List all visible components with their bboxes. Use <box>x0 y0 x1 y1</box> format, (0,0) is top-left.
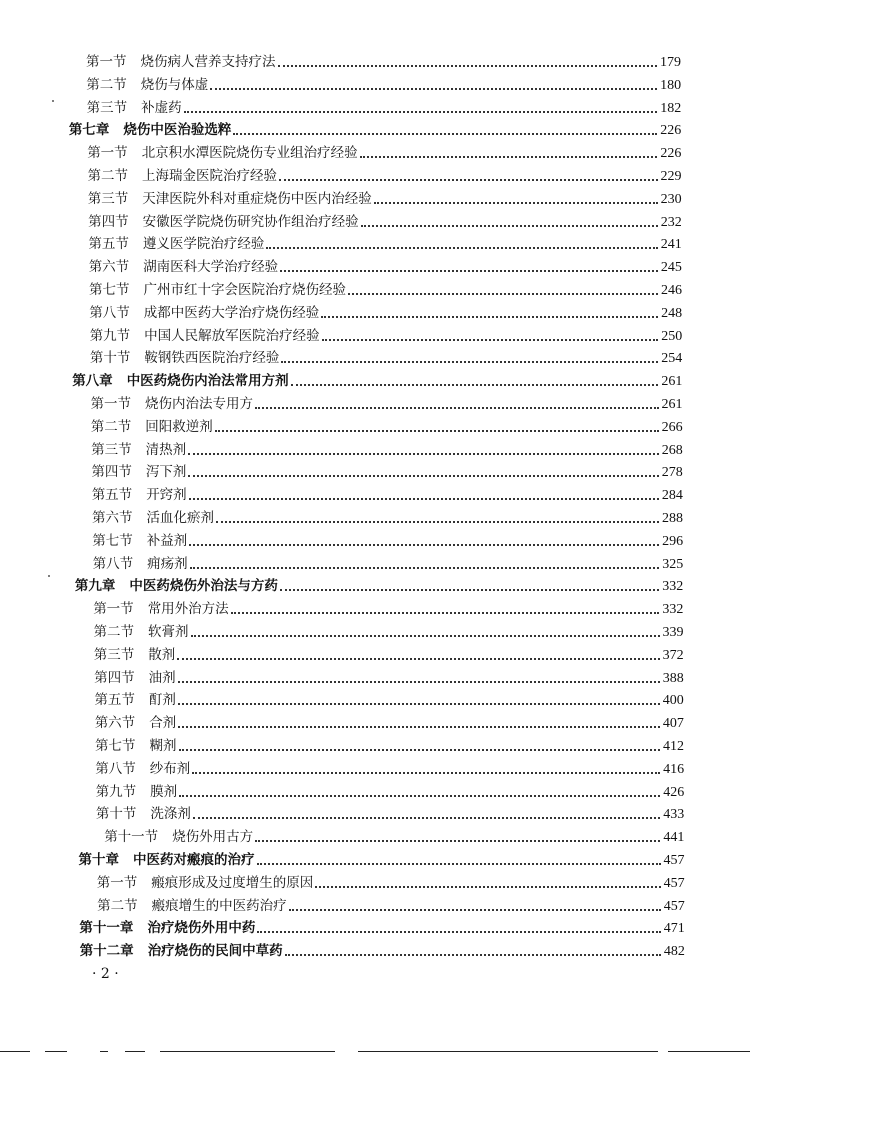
toc-section-entry <box>97 896 685 916</box>
dot-leader <box>215 430 659 432</box>
entry-number: 第五节 <box>91 487 133 504</box>
toc-section-entry <box>95 736 684 756</box>
entry-title: 补虚药 <box>141 99 182 116</box>
toc-section-entry <box>88 212 682 232</box>
dot-leader <box>193 817 660 819</box>
entry-number: 第八节 <box>89 304 130 321</box>
dot-leader <box>360 156 658 158</box>
entry-page: 254 <box>661 351 683 367</box>
toc-section-entry <box>86 75 681 95</box>
dot-leader <box>177 658 659 660</box>
entry-title: 开窍剂 <box>146 487 187 504</box>
entry-number: 第十节 <box>89 350 131 367</box>
toc-chapter-entry <box>72 371 682 391</box>
entry-title: 遵义医学院治疗经验 <box>142 236 265 253</box>
dot-leader <box>257 931 660 933</box>
toc-section-entry <box>91 394 683 414</box>
entry-number: 第一节 <box>87 145 128 162</box>
dot-leader <box>192 772 660 774</box>
dot-leader <box>257 863 661 865</box>
entry-page: 246 <box>661 283 682 298</box>
entry-page: 229 <box>660 169 682 184</box>
entry-number: 第四节 <box>94 669 135 686</box>
entry-title: 回阳救逆剂 <box>145 418 213 435</box>
toc-section-entry <box>94 622 684 642</box>
entry-number: 第四节 <box>91 464 132 481</box>
toc-chapter-entry <box>69 120 681 140</box>
entry-page: 426 <box>663 784 685 800</box>
dot-leader <box>374 202 658 204</box>
entry-number: 第六节 <box>88 259 130 276</box>
dot-leader <box>285 954 661 956</box>
entry-page: 261 <box>661 397 683 412</box>
entry-number: 第三节 <box>87 190 129 207</box>
entry-number: 第八节 <box>92 555 134 572</box>
entry-number: 第七节 <box>89 282 130 298</box>
entry-number: 第一节 <box>96 874 138 891</box>
entry-title: 烧伤与体虚 <box>140 76 209 93</box>
entry-number: 第九节 <box>95 783 137 800</box>
entry-number: 第十节 <box>95 806 137 823</box>
dot-leader <box>280 589 659 591</box>
toc-section-entry <box>92 531 683 551</box>
toc-section-entry <box>88 189 682 209</box>
toc-section-entry <box>89 280 682 300</box>
entry-title: 烧伤病人营养支持疗法 <box>140 54 276 70</box>
entry-page: 457 <box>663 898 685 914</box>
toc-section-entry <box>95 759 684 779</box>
entry-title: 软膏剂 <box>148 624 189 640</box>
entry-page: 232 <box>660 214 682 230</box>
entry-page: 230 <box>660 191 682 207</box>
dot-leader <box>266 247 657 249</box>
entry-title: 合剂 <box>149 715 177 732</box>
entry-page: 332 <box>662 602 684 618</box>
scan-edge-line <box>668 1051 750 1052</box>
entry-title: 常用外治方法 <box>147 601 229 618</box>
entry-title: 散剂 <box>148 646 176 663</box>
entry-title: 治疗烧伤外用中药 <box>147 920 256 937</box>
entry-number: 第五节 <box>94 692 135 709</box>
entry-title: 治疗烧伤的民间中草药 <box>147 943 283 960</box>
entry-title: 安徽医学院烧伤研究协作组治疗经验 <box>142 213 359 230</box>
toc-section-entry <box>91 440 683 460</box>
dot-leader <box>233 133 657 135</box>
dot-leader <box>190 567 660 569</box>
entry-page: 266 <box>661 419 683 435</box>
toc-section-entry <box>93 599 683 619</box>
toc-section-entry <box>91 462 682 482</box>
entry-title: 活血化瘀剂 <box>146 510 214 526</box>
entry-page: 261 <box>661 374 683 390</box>
dot-leader <box>191 635 660 637</box>
toc-section-entry <box>87 143 681 163</box>
toc-chapter-entry <box>79 918 684 938</box>
entry-title: 烧伤内治法专用方 <box>145 396 253 412</box>
entry-title: 湖南医科大学治疗经验 <box>143 259 279 276</box>
toc-section-entry <box>92 508 683 528</box>
dot-leader <box>322 339 659 341</box>
entry-page: 268 <box>661 442 683 458</box>
entry-page: 296 <box>662 533 684 549</box>
toc-section-entry <box>92 485 683 505</box>
dot-leader <box>279 179 658 181</box>
entry-number: 第二节 <box>86 76 127 93</box>
toc-section-entry <box>93 554 684 574</box>
toc-section-entry <box>89 303 682 323</box>
entry-title: 天津医院外科对重症烧伤中医内治经验 <box>142 190 372 207</box>
dot-leader <box>289 909 661 911</box>
dot-leader <box>178 726 660 728</box>
entry-number: 第一节 <box>93 601 134 618</box>
entry-page: 182 <box>660 100 682 116</box>
entry-page: 245 <box>660 260 682 276</box>
entry-number: 第五节 <box>88 236 129 253</box>
dot-leader <box>189 498 659 500</box>
toc-chapter-entry <box>80 941 685 961</box>
dot-leader <box>179 749 661 751</box>
entry-title: 补益剂 <box>146 532 188 549</box>
entry-page: 441 <box>663 830 685 846</box>
entry-title: 痈疡剂 <box>147 555 188 572</box>
dot-leader <box>255 407 659 409</box>
entry-title: 中医药对瘢痕的治疗 <box>133 852 255 868</box>
toc-section-entry <box>89 257 682 277</box>
entry-page: 288 <box>662 511 683 526</box>
entry-title: 鞍钢铁西医院治疗经验 <box>144 350 280 367</box>
entry-number: 第十一章 <box>79 920 134 937</box>
scan-edge-line <box>100 1051 108 1052</box>
entry-page: 250 <box>661 328 683 344</box>
toc-section-entry <box>87 98 682 118</box>
dot-leader <box>281 361 658 363</box>
toc-section-entry <box>94 668 684 688</box>
toc-section-entry <box>88 166 682 186</box>
scan-edge-line <box>45 1051 67 1052</box>
entry-page: 248 <box>661 305 683 321</box>
entry-page: 412 <box>663 739 684 754</box>
entry-number: 第二节 <box>97 897 138 914</box>
scan-speck <box>48 575 50 577</box>
entry-page: 284 <box>661 488 683 504</box>
entry-page: 457 <box>663 875 685 891</box>
entry-number: 第三节 <box>86 99 128 116</box>
entry-title: 烧伤外用古方 <box>172 829 254 846</box>
entry-number: 第一节 <box>86 54 127 70</box>
entry-title: 纱布剂 <box>149 760 191 777</box>
entry-number: 第二节 <box>87 168 128 184</box>
entry-title: 清热剂 <box>145 441 187 458</box>
toc-section-entry <box>94 690 683 710</box>
entry-page: 407 <box>662 716 684 732</box>
entry-number: 第六节 <box>92 510 133 526</box>
dot-leader <box>188 453 659 455</box>
toc-section-entry <box>91 417 683 437</box>
entry-page: 226 <box>660 146 682 162</box>
page-number: · 2 · <box>92 966 119 982</box>
entry-title: 瘢痕形成及过度增生的原因 <box>151 874 314 891</box>
toc-section-entry <box>90 348 682 368</box>
entry-number: 第十一节 <box>104 829 159 846</box>
entry-title: 洗涤剂 <box>150 806 191 823</box>
entry-number: 第九章 <box>74 578 116 595</box>
entry-page: 180 <box>660 77 682 93</box>
toc-section-entry <box>94 645 684 665</box>
entry-number: 第七节 <box>92 532 133 549</box>
toc-section-entry <box>104 827 684 847</box>
entry-page: 388 <box>662 670 684 686</box>
entry-number: 第九节 <box>89 327 131 344</box>
entry-page: 482 <box>663 944 685 960</box>
dot-leader <box>278 65 658 67</box>
dot-leader <box>188 475 658 477</box>
dot-leader <box>216 521 659 523</box>
entry-number: 第三节 <box>91 441 132 458</box>
toc-section-entry <box>96 804 684 824</box>
entry-title: 酊剂 <box>148 692 176 709</box>
entry-number: 第二节 <box>90 418 132 435</box>
entry-title: 泻下剂 <box>145 464 187 481</box>
entry-page: 339 <box>662 625 684 640</box>
toc-section-entry <box>96 782 685 802</box>
entry-page: 241 <box>660 237 682 253</box>
entry-title: 瘢痕增生的中医药治疗 <box>151 897 287 914</box>
dot-leader <box>291 384 659 386</box>
dot-leader <box>255 840 660 842</box>
toc-section-entry <box>95 713 684 733</box>
dot-leader <box>210 88 657 90</box>
entry-number: 第七章 <box>68 122 110 139</box>
entry-page: 416 <box>663 761 685 777</box>
dot-leader <box>178 703 660 705</box>
toc-section-entry <box>97 873 685 893</box>
entry-page: 332 <box>662 579 684 595</box>
entry-title: 上海瑞金医院治疗经验 <box>142 168 277 184</box>
entry-number: 第八章 <box>72 373 113 390</box>
dot-leader <box>280 270 658 272</box>
dot-leader <box>178 681 660 683</box>
scan-edge-line <box>160 1051 335 1052</box>
entry-page: 372 <box>662 647 684 663</box>
entry-number: 第一节 <box>90 396 131 412</box>
toc-section-entry <box>86 52 681 72</box>
entry-page: 278 <box>661 465 683 481</box>
entry-number: 第二节 <box>93 624 134 640</box>
entry-page: 400 <box>662 693 684 709</box>
entry-title: 中医药烧伤外治法与方药 <box>129 578 278 595</box>
toc-chapter-entry <box>75 576 683 596</box>
dot-leader <box>184 111 658 113</box>
entry-title: 中国人民解放军医院治疗经验 <box>144 327 320 344</box>
toc-section-entry <box>88 234 681 254</box>
entry-page: 325 <box>662 556 684 572</box>
entry-number: 第十二章 <box>79 943 134 960</box>
dot-leader <box>179 795 660 797</box>
scan-speck <box>52 100 54 102</box>
entry-title: 广州市红十字会医院治疗烧伤经验 <box>143 282 346 298</box>
dot-leader <box>315 886 660 888</box>
toc-section-entry <box>90 326 683 346</box>
entry-page: 471 <box>663 921 685 937</box>
entry-number: 第四节 <box>88 213 129 230</box>
dot-leader <box>348 293 658 295</box>
entry-number: 第三节 <box>93 646 135 663</box>
entry-number: 第八节 <box>95 760 136 777</box>
entry-page: 226 <box>660 123 682 139</box>
dot-leader <box>321 316 658 318</box>
entry-number: 第七节 <box>95 738 136 754</box>
entry-number: 第六节 <box>94 715 136 732</box>
entry-title: 中医药烧伤内治法常用方剂 <box>126 373 289 390</box>
entry-number: 第十章 <box>78 852 119 868</box>
entry-title: 成都中医药大学治疗烧伤经验 <box>143 304 320 321</box>
entry-title: 北京积水潭医院烧伤专业组治疗经验 <box>141 145 358 162</box>
dot-leader <box>231 612 660 614</box>
dot-leader <box>189 544 659 546</box>
entry-page: 457 <box>663 853 685 868</box>
entry-title: 烧伤中医治验选粹 <box>123 122 232 139</box>
scan-edge-line <box>358 1051 658 1052</box>
toc-chapter-entry <box>79 850 685 870</box>
entry-title: 油剂 <box>148 669 176 686</box>
scan-edge-line <box>125 1051 145 1052</box>
scan-edge-line <box>0 1051 30 1052</box>
entry-page: 433 <box>663 807 685 823</box>
entry-title: 糊剂 <box>149 738 177 754</box>
entry-page: 179 <box>660 55 681 70</box>
dot-leader <box>361 225 658 227</box>
entry-title: 膜剂 <box>150 783 178 800</box>
